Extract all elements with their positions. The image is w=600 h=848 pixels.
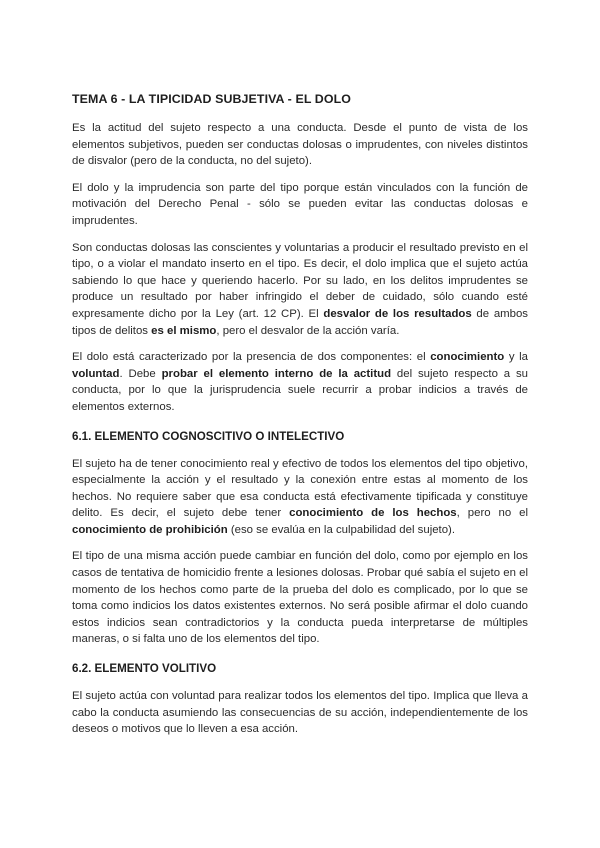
text-run: de ambos tipos de delitos — [72, 307, 529, 337]
text-run: del sujeto respecto a su conducta, por lo que la jurisprudencia suele recurrir a probar indicios a través de elementos externos. — [72, 367, 529, 413]
text-run: . Debe — [119, 367, 162, 380]
paragraph-4 — [72, 349, 528, 415]
document-title: TEMA 6 - LA TIPICIDAD SUBJETIVA - EL DOLO — [72, 92, 351, 106]
bold-text: conocimiento de los hechos — [289, 507, 457, 520]
paragraph-6: El tipo de una misma acción puede cambiar en función del dolo, como por ejemplo en los casos de tentativa de homicidio frente a lesiones dolosas. Probar qué sabía el sujeto en el momento de los hechos como parte de la prueba del dolo es complicado, por lo que se toma como indicios los datos existentes externos. No será posible afirmar el dolo cuando estos indicios sean contradictorios y la conducta pueda interpretarse de múltiples maneras, o si falta uno de los elementos del tipo. — [72, 550, 528, 646]
text-run: El dolo está caracterizado por la presencia de dos componentes: el — [72, 351, 431, 364]
paragraph-7: El sujeto actúa con voluntad para realizar todos los elementos del tipo. Implica que lleva a cabo la conducta asumiendo las consecuencias de su acción, independientemente de los deseos o motivos que lo lleven a esa acción. — [72, 690, 528, 736]
bold-text: voluntad — [72, 367, 120, 380]
bold-text: es el mismo — [151, 324, 217, 337]
text-run: Son conductas dolosas las conscientes y voluntarias a producir el resultado previsto en el tipo, o a violar el mandato inserto en el tipo. Es decir, el dolo implica que el sujeto actúa sabiendo lo que hace y queriendo hacerlo. Por su lado, en los delitos imprudentes se produce un resultado por haber infringido el deber de cuidado, sólo cuando esté expresamente dicho por la Ley (art. 12 CP). El — [72, 241, 528, 320]
paragraph-3 — [72, 240, 528, 340]
bold-text: conocimiento — [430, 351, 505, 364]
bold-text: probar el elemento interno de la actitud — [161, 367, 392, 380]
paragraph-1: Es la actitud del sujeto respecto a una conducta. Desde el punto de vista de los elementos subjetivos, pueden ser conductas dolosas o imprudentes, con niveles distintos de disvalor (pero de la conducta, no del sujeto). — [72, 122, 528, 168]
bold-text: desvalor de los resultados — [323, 307, 472, 320]
text-run: , pero el desvalor de la acción varía. — [216, 324, 400, 337]
text-run: , pero no el — [456, 507, 528, 520]
paragraph-5 — [72, 456, 528, 539]
bold-text: conocimiento de prohibición — [72, 523, 228, 536]
section-heading-2: 6.2. ELEMENTO VOLITIVO — [72, 662, 217, 676]
text-run: (eso se evalúa en la culpabilidad del sujeto). — [227, 523, 456, 536]
section-heading-1: 6.1. ELEMENTO COGNOSCITIVO O INTELECTIVO — [72, 429, 345, 443]
paragraph-2: El dolo y la imprudencia son parte del tipo porque están vinculados con la función de motivación del Derecho Penal - sólo se pueden evitar las conductas dolosas e imprudentes. — [72, 181, 528, 227]
text-run: El sujeto ha de tener conocimiento real y efectivo de todos los elementos del tipo objetivo, especialmente la acción y el resultado y la conexión entre estas al momento de los hechos. No requiere saber que esa conducta está efectivamente tipificada y constituye delito. Es decir, el sujeto debe tener — [72, 457, 528, 520]
text-run: y la — [504, 351, 529, 364]
